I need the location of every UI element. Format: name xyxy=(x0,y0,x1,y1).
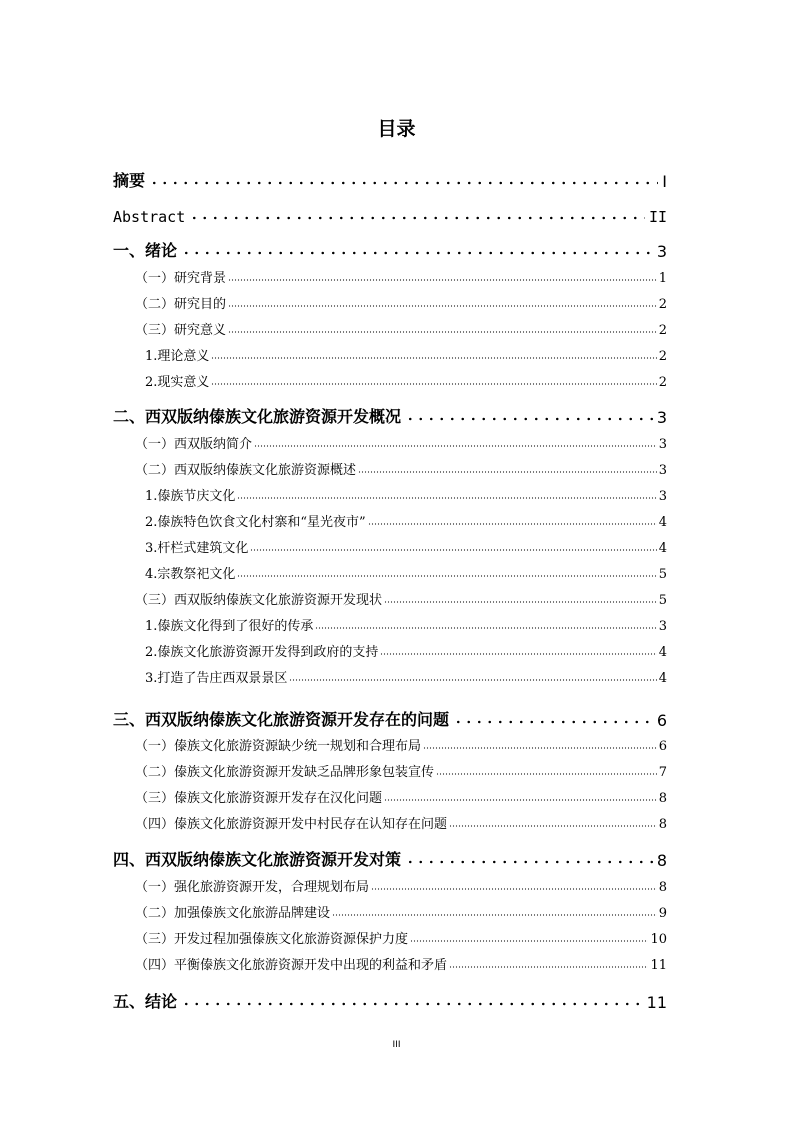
toc-entry-page: 2 xyxy=(658,349,667,364)
toc-entry-section[interactable] xyxy=(135,901,667,921)
toc-entry-chapter-3[interactable] xyxy=(113,706,667,730)
toc-leader xyxy=(181,250,653,256)
toc-leader xyxy=(189,215,645,221)
toc-entry-text: 五、结论 xyxy=(113,992,178,1011)
toc-entry-subsection[interactable] xyxy=(145,344,667,364)
toc-entry-page: 2 xyxy=(658,323,667,338)
toc-entry-page: 9 xyxy=(658,906,667,921)
toc-leader xyxy=(211,382,656,386)
toc-entry-text: （一）西双版纳简介 xyxy=(135,437,253,452)
toc-leader xyxy=(449,824,657,828)
toc-entry-text: 三、西双版纳傣族文化旅游资源开发存在的问题 xyxy=(113,710,450,729)
toc-leader xyxy=(250,548,656,552)
toc-entry-subsection[interactable] xyxy=(145,640,667,660)
toc-leader xyxy=(436,772,657,776)
toc-entry-section[interactable] xyxy=(135,432,667,452)
toc-entry-page: 4 xyxy=(658,671,667,686)
toc-entry-page: 8 xyxy=(656,851,667,870)
toc-entry-text: （三）西双版纳傣族文化旅游资源开发现状 xyxy=(135,593,383,608)
toc-entry-page: 1 xyxy=(658,271,667,286)
page-title: 目录 xyxy=(377,118,416,140)
toc-entry-section[interactable] xyxy=(135,812,667,832)
toc-leader xyxy=(405,416,653,422)
toc-entry-page: 3 xyxy=(656,242,667,261)
toc-leader xyxy=(289,678,656,682)
toc-entry-text: （二）西双版纳傣族文化旅游资源概述 xyxy=(135,463,357,478)
toc-entry-subsection[interactable] xyxy=(145,614,667,634)
toc-entry-page: 11 xyxy=(650,958,667,973)
page-number: III xyxy=(392,1040,401,1050)
toc-entry-subsection[interactable] xyxy=(145,536,667,556)
toc-entry-text: （四）傣族文化旅游资源开发中村民存在认知存在问题 xyxy=(135,817,448,832)
toc-entry-text: 摘要 xyxy=(113,171,146,190)
toc-entry-page: 7 xyxy=(658,765,667,780)
toc-leader xyxy=(358,470,657,474)
toc-entry-page: 8 xyxy=(658,791,667,806)
toc-entry-abstract-cn[interactable] xyxy=(113,167,667,191)
toc-leader xyxy=(228,304,657,308)
toc-entry-page: 5 xyxy=(658,593,667,608)
toc-entry-page: 2 xyxy=(658,375,667,390)
toc-entry-text: 2.傣族特色饮食文化村寨和“星光夜市” xyxy=(145,515,366,530)
toc-entry-page: 3 xyxy=(658,619,667,634)
toc-entry-text: （一）傣族文化旅游资源缺少统一规划和合理布局 xyxy=(135,739,422,754)
toc-entry-text: 3.打造了告庄西双景景区 xyxy=(145,671,288,686)
toc-leader xyxy=(332,913,657,917)
toc-leader xyxy=(453,719,653,725)
toc-entry-text: （二）加强傣族文化旅游品牌建设 xyxy=(135,906,331,921)
toc-entry-chapter-1[interactable] xyxy=(113,237,667,261)
toc-entry-text: Abstract xyxy=(113,208,186,226)
toc-entry-section[interactable] xyxy=(135,786,667,806)
toc-entry-page: 11 xyxy=(646,993,667,1012)
toc-entry-text: （一）强化旅游资源开发，合理规划布局 xyxy=(135,880,370,895)
toc-entry-section[interactable] xyxy=(135,875,667,895)
toc-entry-section[interactable] xyxy=(135,953,667,973)
toc-entry-section[interactable] xyxy=(135,266,667,286)
toc-leader xyxy=(380,652,656,656)
toc-entry-section[interactable] xyxy=(135,318,667,338)
toc-entry-page: 4 xyxy=(658,645,667,660)
toc-leader xyxy=(384,798,657,802)
toc-entry-subsection[interactable] xyxy=(145,370,667,390)
toc-entry-subsection[interactable] xyxy=(145,484,667,504)
toc-entry-text: 2.傣族文化旅游资源开发得到政府的支持 xyxy=(145,645,379,660)
toc-entry-text: （四）平衡傣族文化旅游资源开发中出现的利益和矛盾 xyxy=(135,958,448,973)
toc-entry-section[interactable] xyxy=(135,927,667,947)
toc-entry-text: （三）傣族文化旅游资源开发存在汉化问题 xyxy=(135,791,383,806)
toc-leader xyxy=(410,939,648,943)
toc-leader xyxy=(405,859,653,865)
toc-entry-section[interactable] xyxy=(135,588,667,608)
toc-leader xyxy=(211,356,656,360)
toc-entry-page: 10 xyxy=(650,932,667,947)
toc-leader xyxy=(368,522,657,526)
toc-entry-text: 1.理论意义 xyxy=(145,349,210,364)
toc-leader xyxy=(384,600,657,604)
toc-entry-subsection[interactable] xyxy=(145,510,667,530)
toc-entry-chapter-5[interactable] xyxy=(113,988,667,1012)
toc-entry-page: 6 xyxy=(658,739,667,754)
toc-entry-page: 3 xyxy=(658,489,667,504)
toc-entry-page: 2 xyxy=(658,297,667,312)
toc-leader xyxy=(181,1001,643,1007)
toc-entry-text: （三）研究意义 xyxy=(135,323,227,338)
toc-entry-abstract-en[interactable] xyxy=(113,202,667,226)
toc-entry-chapter-2[interactable] xyxy=(113,403,667,427)
toc-entry-page: II xyxy=(648,208,667,226)
toc-entry-subsection[interactable] xyxy=(145,562,667,582)
toc-leader xyxy=(228,278,657,282)
toc-leader xyxy=(237,496,656,500)
toc-entry-page: 8 xyxy=(658,817,667,832)
toc-entry-text: 3.杆栏式建筑文化 xyxy=(145,541,249,556)
toc-entry-page: 4 xyxy=(658,541,667,556)
toc-leader xyxy=(149,180,658,186)
toc-entry-section[interactable] xyxy=(135,734,667,754)
toc-entry-text: （二）研究目的 xyxy=(135,297,227,312)
toc-leader xyxy=(371,887,657,891)
toc-leader xyxy=(423,746,657,750)
toc-entry-section[interactable] xyxy=(135,760,667,780)
toc-leader xyxy=(449,965,648,969)
toc-entry-text: （三）开发过程加强傣族文化旅游资源保护力度 xyxy=(135,932,409,947)
toc-entry-page: 6 xyxy=(656,711,667,730)
toc-entry-subsection[interactable] xyxy=(145,666,667,686)
toc-entry-text: 四、西双版纳傣族文化旅游资源开发对策 xyxy=(113,850,402,869)
toc-leader xyxy=(228,330,657,334)
toc-entry-page: 5 xyxy=(658,567,667,582)
toc-entry-section[interactable] xyxy=(135,458,667,478)
toc-entry-page: 3 xyxy=(658,437,667,452)
toc-entry-page: 3 xyxy=(658,463,667,478)
toc-entry-text: 2.现实意义 xyxy=(145,375,210,390)
toc-entry-section[interactable] xyxy=(135,292,667,312)
toc-entry-text: （一）研究背景 xyxy=(135,271,227,286)
toc-entry-page: 3 xyxy=(656,408,667,427)
toc-entry-page: I xyxy=(662,172,667,191)
toc-entry-text: 一、绪论 xyxy=(113,241,178,260)
toc-entry-text: 二、西双版纳傣族文化旅游资源开发概况 xyxy=(113,407,402,426)
toc-leader xyxy=(237,574,656,578)
toc-entry-text: 1.傣族节庆文化 xyxy=(145,489,236,504)
toc-entry-text: 4.宗教祭祀文化 xyxy=(145,567,236,582)
toc-entry-text: （二）傣族文化旅游资源开发缺乏品牌形象包装宣传 xyxy=(135,765,435,780)
toc-entry-chapter-4[interactable] xyxy=(113,846,667,870)
toc-leader xyxy=(315,626,656,630)
toc-entry-page: 4 xyxy=(658,515,667,530)
toc-entry-text: 1.傣族文化得到了很好的传承 xyxy=(145,619,314,634)
toc-leader xyxy=(254,444,657,448)
toc-entry-page: 8 xyxy=(658,880,667,895)
